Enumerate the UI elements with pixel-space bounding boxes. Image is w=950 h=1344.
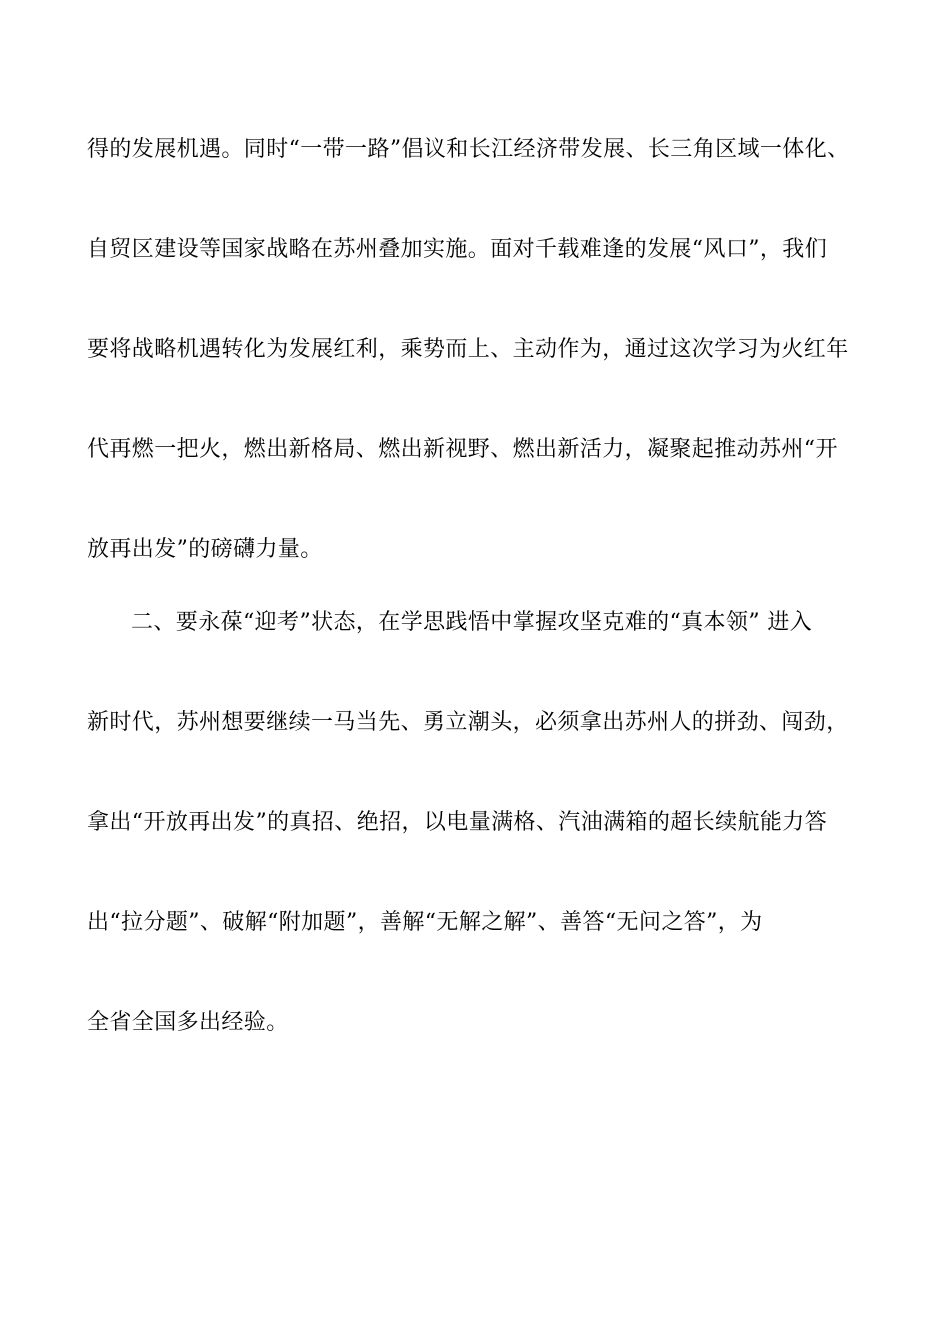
paragraph-1-line-5: 放再出发”的磅礴力量。 — [87, 537, 323, 562]
paragraph-1-line-4: 代再燃一把火，燃出新格局、燃出新视野、燃出新活力，凝聚起推动苏州“开 — [87, 437, 838, 462]
paragraph-2-line-5: 全省全国多出经验。 — [87, 1010, 289, 1035]
paragraph-1-line-1: 得的发展机遇。同时“一带一路”倡议和长江经济带发展、长三角区域一体化、 — [87, 137, 850, 162]
paragraph-2-line-2: 新时代，苏州想要继续一马当先、勇立潮头，必须拿出苏州人的拼劲、闯劲， — [87, 710, 849, 735]
paragraph-1-line-3: 要将战略机遇转化为发展红利，乘势而上、主动作为，通过这次学习为火红年 — [87, 337, 849, 362]
paragraph-2-line-3: 拿出“开放再出发”的真招、绝招，以电量满格、汽油满箱的超长续航能力答 — [87, 810, 828, 835]
paragraph-2-line-4: 出“拉分题”、破解“附加题”，善解“无解之解”、善答“无问之答”，为 — [87, 910, 763, 935]
paragraph-1-line-2: 自贸区建设等国家战略在苏州叠加实施。面对千载难逢的发展“风口”，我们 — [87, 237, 828, 262]
paragraph-2-line-1: 二、要永葆“迎考”状态，在学思践悟中掌握攻坚克难的“真本领” 进入 — [131, 610, 813, 635]
